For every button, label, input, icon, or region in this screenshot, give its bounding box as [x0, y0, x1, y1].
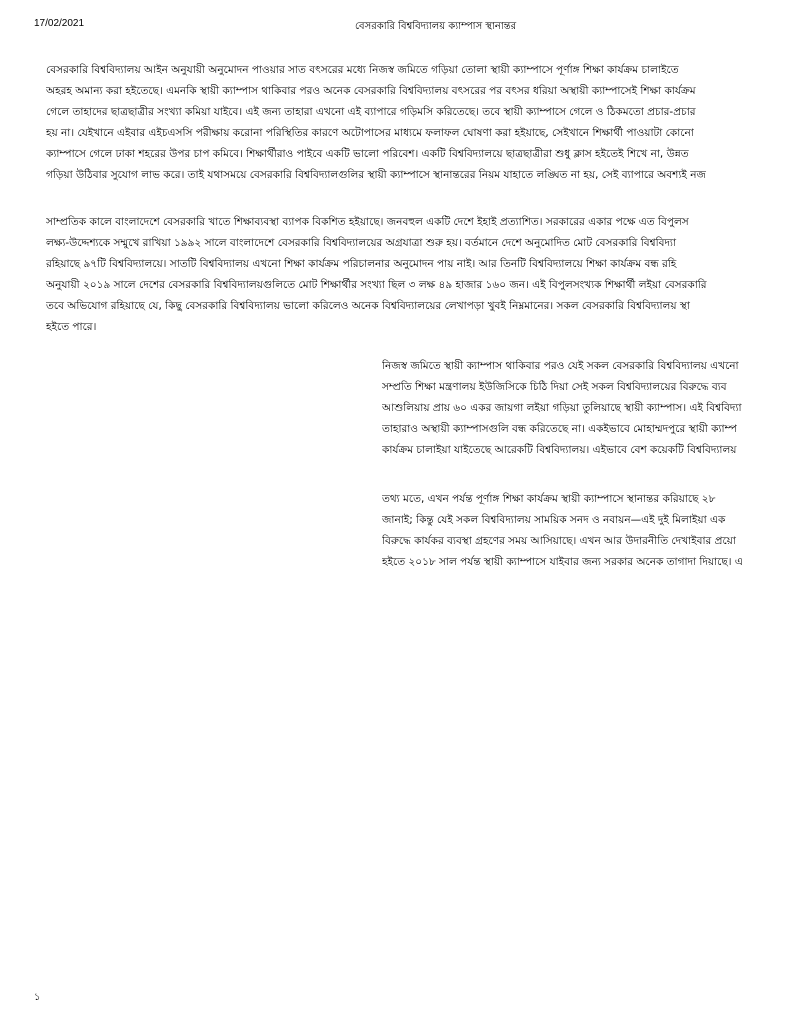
paragraph-1-line: গড়িয়া উঠিবার সুযোগ লাভ করে। তাই যথাসময়ে বেসরকারি বিশ্ববিদ্যালগুলির স্থায়ী ক্যাম্পাসে স্থানান্তরের নিয়ম যাহাতে লঙ্ঘিত না হয়, সেই ব্যাপারে অবশ্যই নজ — [46, 169, 706, 181]
paragraph-3-line: কার্যক্রম চালাইয়া যাইতেছে আরেকটি বিশ্ববিদ্যালয়। এইভাবে বেশ কয়েকটি বিশ্ববিদ্যালয় — [382, 444, 737, 456]
paragraph-3-line: নিজস্ব জমিতে স্থায়ী ক্যাম্পাস থাকিবার পরও যেই সকল বেসরকারি বিশ্ববিদ্যালয় এখনো — [382, 360, 739, 372]
paragraph-3-line: সম্প্রতি শিক্ষা মন্ত্রণালয় ইউজিসিকে চিঠি দিয়া সেই সকল বিশ্ববিদ্যালয়ের বিরুদ্ধে ব্যব — [382, 381, 727, 393]
paragraph-2-line: সাম্প্রতিক কালে বাংলাদেশে বেসরকারি খাতে শিক্ষাব্যবস্থা ব্যাপক বিকশিত হইয়াছে। জনবহুল একটি দেশে ইহাই প্রত্যাশিত। সরকারের একার পক্ষে এত বিপুলস — [46, 216, 689, 228]
paragraph-4-line: জানাই; কিন্তু যেই সকল বিশ্ববিদ্যালয় সাময়িক সনদ ও নবায়ন—এই দুই মিলাইয়া এক — [382, 514, 726, 526]
paragraph-1-line: অহরহ অমান্য করা হইতেছে। এমনকি স্থায়ী ক্যাম্পাস থাকিবার পরও অনেক বেসরকারি বিশ্ববিদ্যালয় বৎসরের পর বৎসর ধরিয়া অস্থায়ী ক্যাম্পাসেই শিক্ষা কার্যক্রম — [46, 85, 696, 97]
page-number: ১ — [34, 992, 41, 1003]
paragraph-2-line: হইতে পারে। — [46, 321, 97, 333]
paragraph-1-line: বেসরকারি বিশ্ববিদ্যালয় আইন অনুযায়ী অনুমোদন পাওয়ার সাত বৎসরের মধ্যে নিজস্ব জমিতে গড়িয়া তোলা স্থায়ী ক্যাম্পাসে পূর্ণাঙ্গ শিক্ষা কার্যক্রম চালাইতে — [46, 64, 679, 76]
paragraph-2-line: অনুযায়ী ২০১৯ সালে দেশের বেসরকারি বিশ্ববিদ্যালয়গুলিতে মোট শিক্ষার্থীর সংখ্যা ছিল ৩ লক্ষ ৪৯ হাজার ১৬০ জন। এই বিপুলসংখ্যক শিক্ষার্থী লইয়া বেসরকারি — [46, 279, 707, 291]
paragraph-4-line: বিরুদ্ধে কার্যকর ব্যবস্থা গ্রহণের সময় আসিয়াছে। এখন আর উদারনীতি দেখাইবার প্রয়ো — [382, 535, 736, 547]
paragraph-1-line: গেলে তাহাদের ছাত্রছাত্রীর সংখ্যা কমিয়া যাইবে। এই জন্য তাহারা এখনো এই ব্যাপারে গড়িমসি করিতেছে। তবে স্থায়ী ক্যাম্পাসে গেলে ও ঠিকমতো প্রচার-প্রচার — [46, 106, 696, 118]
paragraph-4-line: হইতে ২০১৮ সাল পর্যন্ত স্থায়ী ক্যাম্পাসে যাইবার জন্য সরকার অনেক তাগাদা দিয়াছে। এ — [382, 556, 743, 568]
document-title: বেসরকারি বিশ্ববিদ্যালয় ক্যাম্পাস স্থানান্তর — [355, 21, 517, 32]
paragraph-4-line: তথ্য মতে, এখন পর্যন্ত পূর্ণাঙ্গ শিক্ষা কার্যক্রম স্থায়ী ক্যাম্পাসে স্থানান্তর করিয়াছে ২৮ — [382, 493, 716, 505]
paragraph-2-line: রহিয়াছে ৯৭টি বিশ্ববিদ্যালয়ে। সাতটি বিশ্ববিদ্যালয় এখনো শিক্ষা কার্যক্রম পরিচালনার অনুমোদন পায় নাই। আর তিনটি বিশ্ববিদ্যালয়ে শিক্ষা কার্যক্রম বন্ধ রহি — [46, 258, 677, 270]
paragraph-1-line: হয় না। যেইখানে এইবার এইচএসসি পরীক্ষায় করোনা পরিস্থিতির কারণে অটোপাসের মাধ্যমে ফলাফল ঘোষণা করা হইয়াছে, সেইখানে শিক্ষার্থী পাওয়াটা কোনো — [46, 127, 694, 139]
paragraph-1-line: ক্যাম্পাসে গেলে ঢাকা শহরের উপর চাপ কমিবে। শিক্ষার্থীরাও পাইবে একটি ভালো পরিবেশ। একটি বিশ্ববিদ্যালয়ে ছাত্রছাত্রীরা শুধু ক্লাস হইতেই শিখে না, উন্নত — [46, 148, 689, 160]
paragraph-3-line: আশুলিয়ায় প্রায় ৬০ একর জায়গা লইয়া গড়িয়া তুলিয়াছে স্থায়ী ক্যাম্পাস। এই বিশ্ববিদ্যা — [382, 402, 742, 414]
document-date: 17/02/2021 — [34, 18, 85, 29]
paragraph-3-line: তাহারাও অস্থায়ী ক্যাম্পাসগুলি বন্ধ করিতেছে না। একইভাবে মোহাম্মদপুরে স্থায়ী ক্যাম্প — [382, 423, 737, 435]
paragraph-2-line: তবে অভিযোগ রহিয়াছে যে, কিছু বেসরকারি বিশ্ববিদ্যালয় ভালো করিলেও অনেক বিশ্ববিদ্যালয়ের লেখাপড়া খুবই নিম্নমানের। সকল বেসরকারি বিশ্ববিদ্যালয় স্থা — [46, 300, 690, 312]
paragraph-2-line: লক্ষ্য-উদ্দেশ্যকে সম্মুখে রাখিয়া ১৯৯২ সালে বাংলাদেশে বেসরকারি বিশ্ববিদ্যালয়ের অগ্রযাত্রা শুরু হয়। বর্তমানে দেশে অনুমোদিত মোট বেসরকারি বিশ্ববিদ্যা — [46, 237, 677, 249]
